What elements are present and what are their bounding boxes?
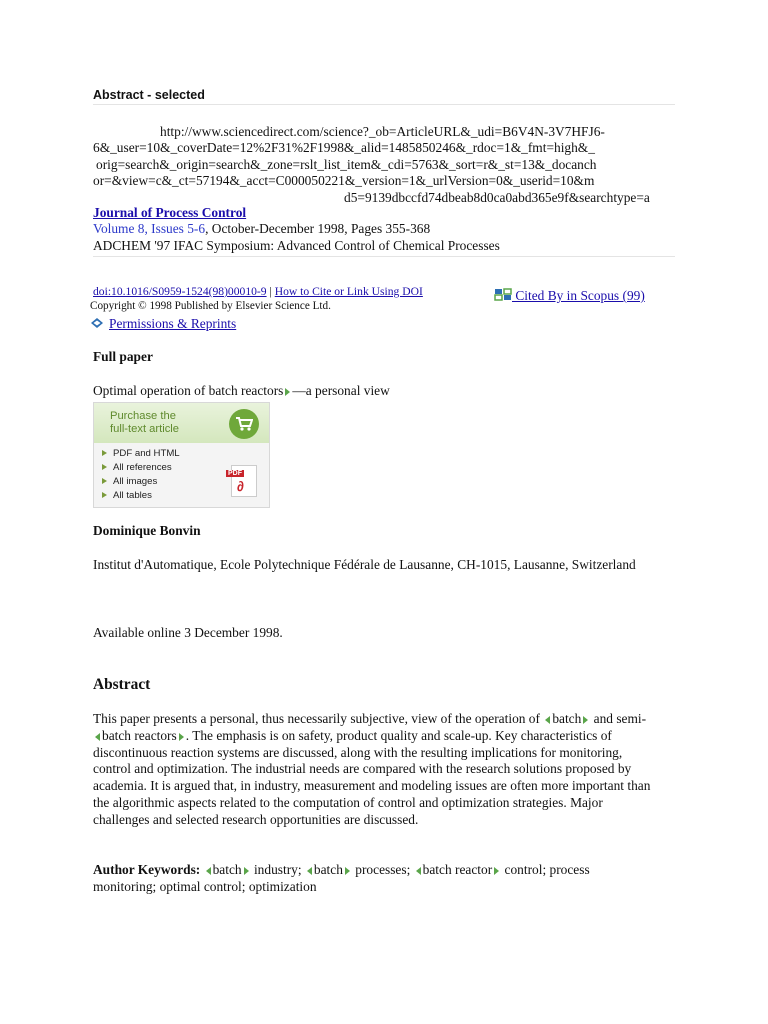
page-title: Abstract - selected xyxy=(93,88,205,102)
symposium-line: ADCHEM '97 IFAC Symposium: Advanced Control of Chemical Processes xyxy=(93,238,500,253)
volume-line xyxy=(93,221,430,237)
divider xyxy=(93,256,675,257)
acrobat-symbol-icon: ∂ xyxy=(237,478,244,494)
highlight-marker-icon xyxy=(179,733,184,741)
highlight-marker-icon xyxy=(416,867,421,875)
purchase-heading xyxy=(110,410,179,436)
author-keywords: Author Keywords: batch industry; batch processes; batch reactor control; process monitoring; optimal control; optimization xyxy=(93,862,590,894)
purchase-item: PDF and HTML xyxy=(102,447,180,461)
purchase-item: All images xyxy=(102,475,180,489)
url-line-1: http://www.sciencedirect.com/science?_ob=ArticleURL&_udi=B6V4N-3V7HFJ6- xyxy=(160,124,605,139)
cited-by-icon xyxy=(494,288,512,301)
pdf-label: PDF xyxy=(228,470,242,477)
abstract-text: This paper presents a personal, thus necessarily subjective, view of the operation of batch and semi-batch reactors . The emphasis is on safety, product quality and scale-up. Key characteristics of discontinuous reaction systems are discussed, along with the resulting implications for monitoring, control and optimization. The industrial needs are compared with the research solutions proposed by academia. It is argued that, in industry, measurement and modeling issues are often more important than the algorithmic aspects related to the computation of control and optimization strategies. Major challenges and selected research opportunities are discussed. xyxy=(93,711,651,827)
journal-link[interactable]: Journal of Process Control xyxy=(93,205,247,220)
author-name: Dominique Bonvin xyxy=(93,523,201,538)
purchase-heading-line1: Purchase the xyxy=(110,410,176,422)
copyright: Copyright © 1998 Published by Elsevier Science Ltd. xyxy=(90,300,331,312)
highlight-marker-icon xyxy=(307,867,312,875)
highlight-marker-icon xyxy=(95,733,100,741)
highlight-marker-icon xyxy=(494,867,499,875)
highlight-marker-icon xyxy=(206,867,211,875)
doi-separator: | xyxy=(269,285,272,298)
highlight-marker-icon xyxy=(345,867,350,875)
purchase-full-text-box[interactable] xyxy=(93,402,270,508)
divider xyxy=(93,104,675,105)
url-line-3: orig=search&_origin=search&_zone=rslt_list_item&_cdi=5763&_sort=r&_st=13&_docanch xyxy=(96,157,597,172)
article-title-part2: —a personal view xyxy=(292,383,390,398)
article-type: Full paper xyxy=(93,349,153,364)
purchase-item: All tables xyxy=(102,489,180,503)
purchase-header xyxy=(94,403,269,443)
purchase-items xyxy=(102,447,180,503)
author-affiliation: Institut d'Automatique, Ecole Polytechnique Fédérale de Lausanne, CH-1015, Lausanne, Switzerland xyxy=(93,557,636,572)
doi-link[interactable]: doi:10.1016/S0959-1524(98)00010-9 xyxy=(93,285,267,298)
permissions-icon xyxy=(91,316,103,326)
available-online: Available online 3 December 1998. xyxy=(93,625,283,640)
article-title xyxy=(93,383,390,399)
cited-by-label[interactable]: Cited By in Scopus (99) xyxy=(512,288,645,303)
keywords-label: Author Keywords: xyxy=(93,862,201,877)
url-line-2: 6&_user=10&_coverDate=12%2F31%2F1998&_alid=1485850246&_rdoc=1&_fmt=high&_ xyxy=(93,140,595,155)
highlight-marker-icon xyxy=(285,388,290,396)
volume-rest: , October-December 1998, Pages 355-368 xyxy=(205,221,431,236)
pdf-icon xyxy=(228,465,257,497)
keyword-link[interactable]: batch reactor xyxy=(422,862,493,877)
cited-by-link[interactable] xyxy=(494,288,645,304)
purchase-heading-line2: full-text article xyxy=(110,423,180,435)
abstract-heading: Abstract xyxy=(93,676,151,693)
permissions-row[interactable] xyxy=(91,316,236,332)
cart-icon xyxy=(229,409,259,439)
purchase-item: All references xyxy=(102,461,180,475)
volume-link[interactable]: Volume 8, Issues 5-6 xyxy=(93,221,206,236)
highlight-marker-icon xyxy=(545,716,550,724)
keyword-link[interactable]: batch xyxy=(212,862,242,877)
cite-link[interactable]: How to Cite or Link Using DOI xyxy=(274,285,423,298)
url-line-5: d5=9139dbccfd74dbeab8d0ca0abd365e9f&searchtype=a xyxy=(344,190,650,205)
keyword-link[interactable]: batch xyxy=(313,862,343,877)
highlight-marker-icon xyxy=(583,716,588,724)
permissions-link[interactable]: Permissions & Reprints xyxy=(109,316,237,331)
url-line-4: or=&view=c&_ct=57194&_acct=C000050221&_version=1&_urlVersion=0&_userid=10&m xyxy=(93,173,595,188)
highlight-marker-icon xyxy=(244,867,249,875)
doi-line xyxy=(93,285,423,298)
article-title-part1: Optimal operation of batch reactors xyxy=(93,383,284,398)
